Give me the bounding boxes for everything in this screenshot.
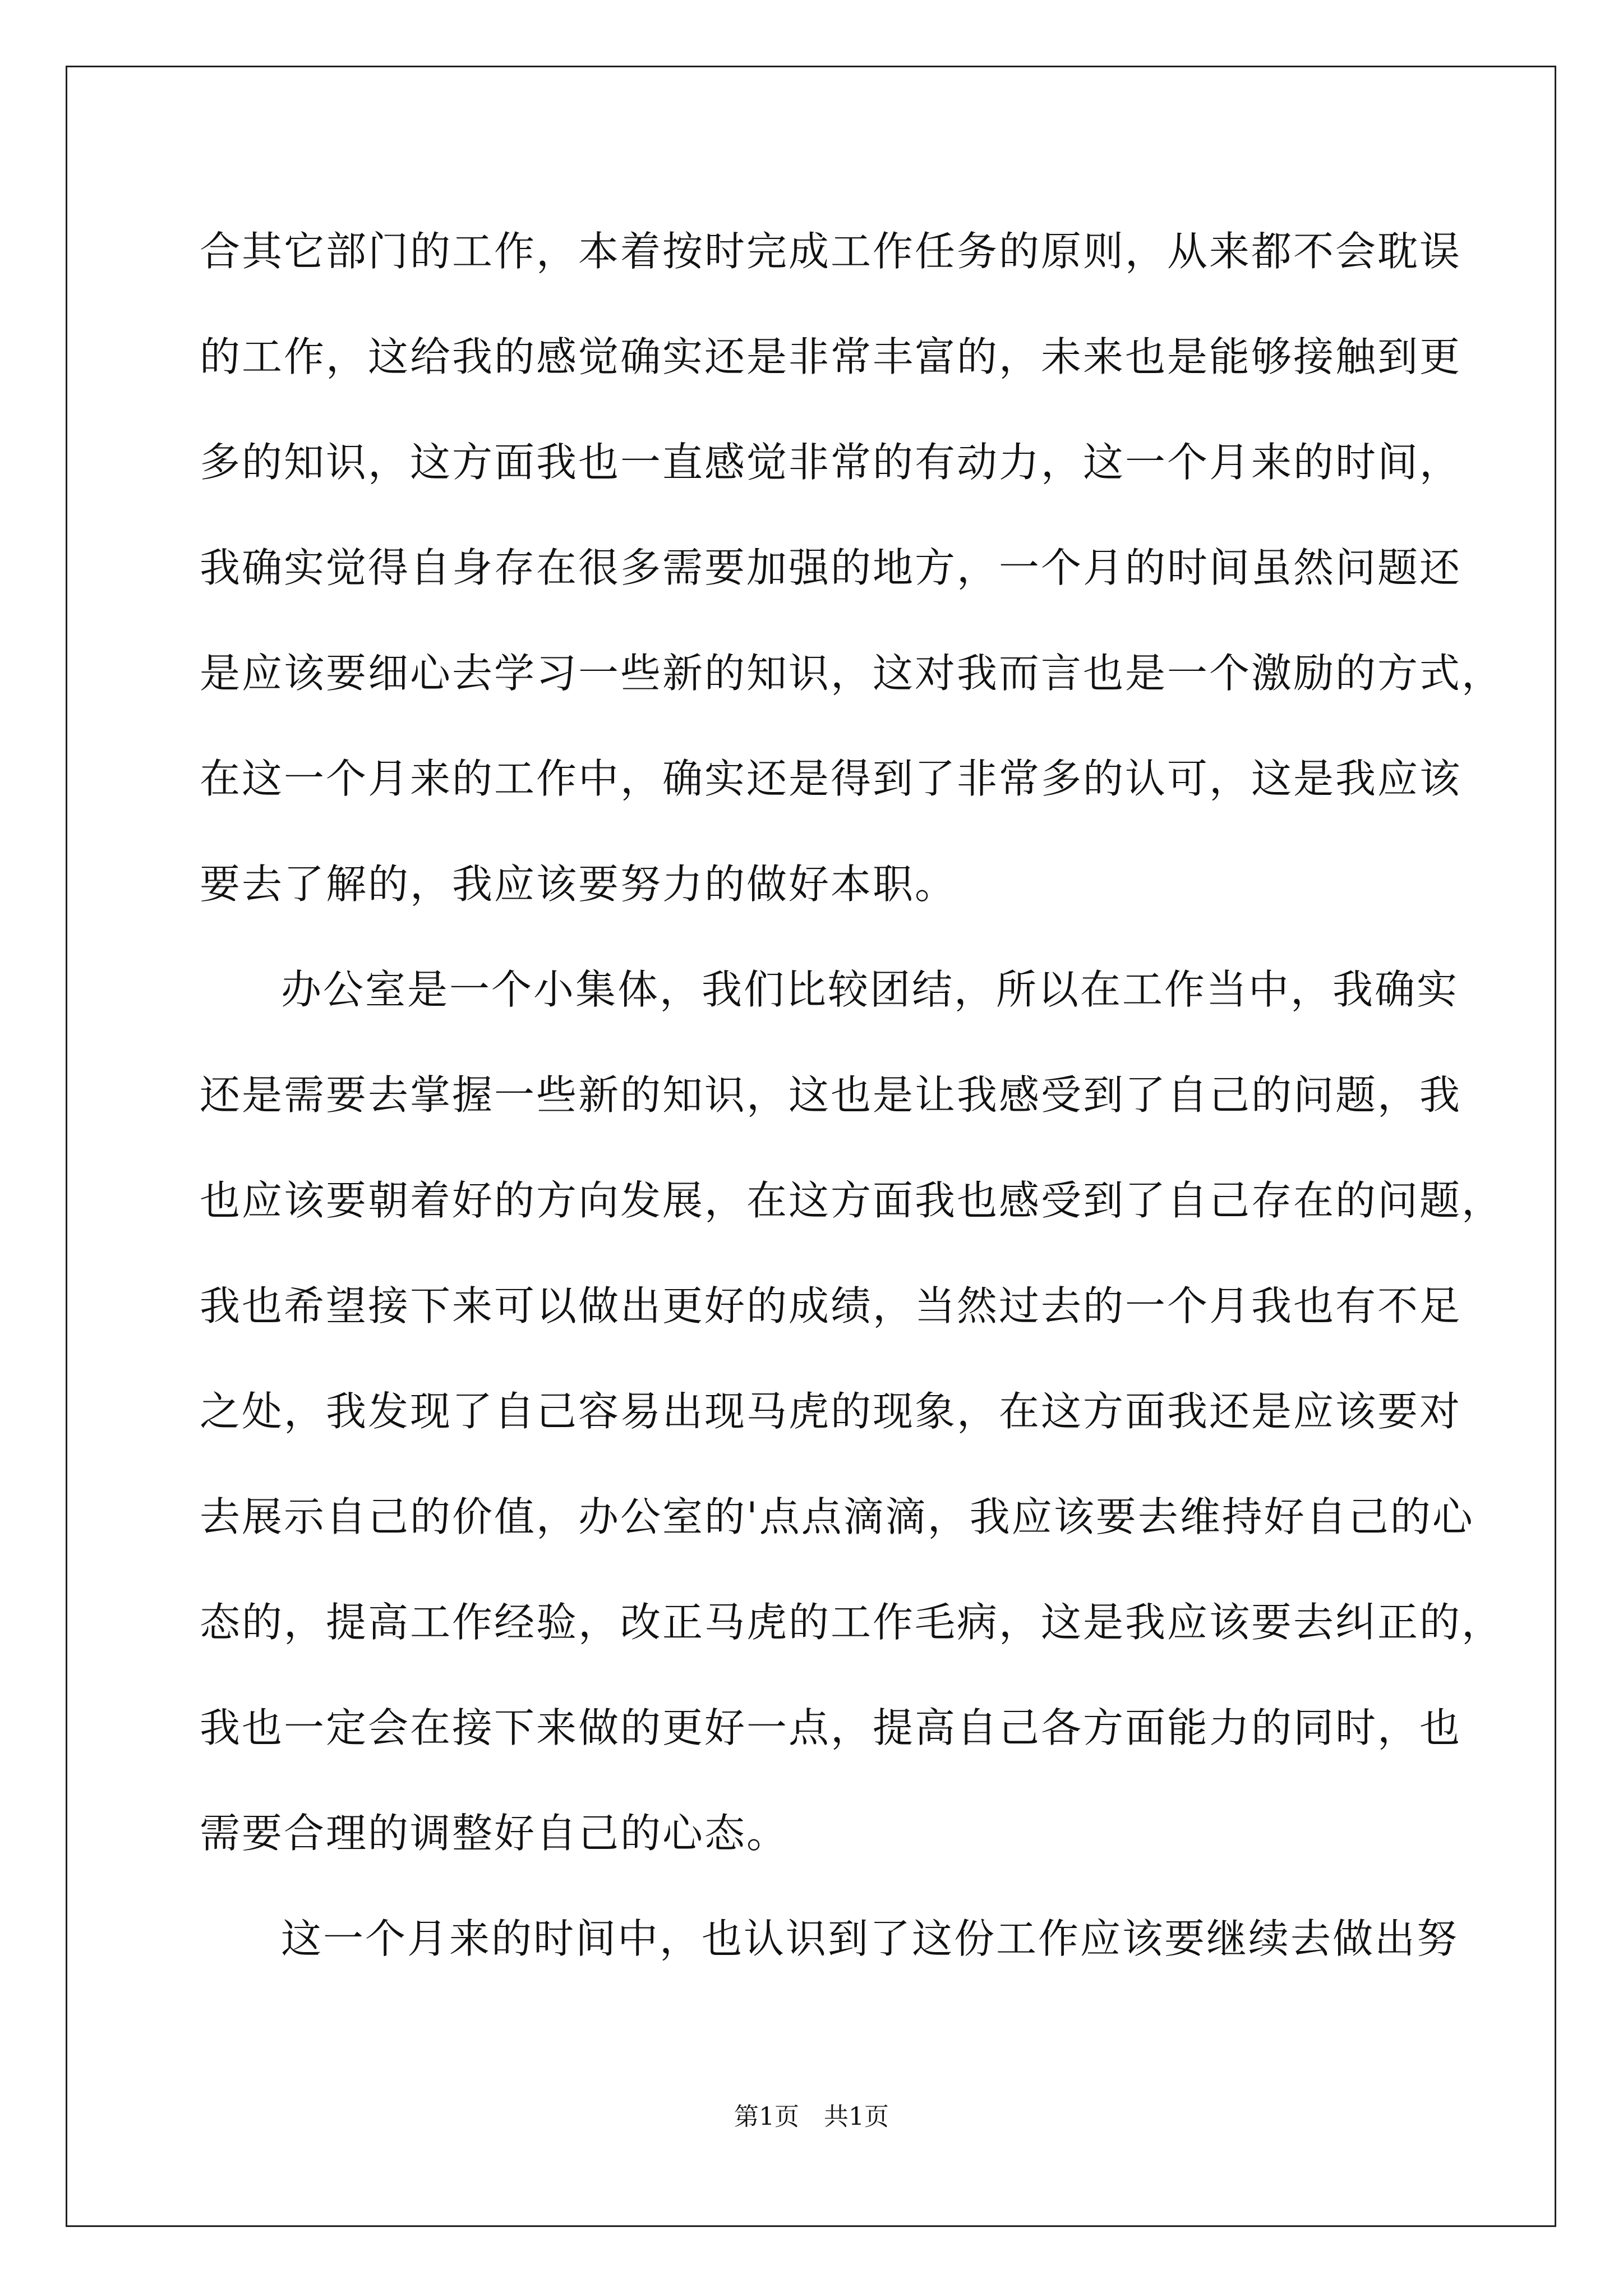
text-line: 是应该要细心去学习一些新的知识，这对我而言也是一个激励的方式，	[200, 650, 1504, 697]
text-line: 要去了解的，我应该要努力的做好本职。	[200, 861, 957, 908]
text-line: 我也希望接下来可以做出更好的成绩，当然过去的一个月我也有不足	[200, 1282, 1462, 1329]
paragraph-first-line: 这一个月来的时间中，也认识到了这份工作应该要继续去做出努	[281, 1915, 1459, 1962]
document-body	[200, 223, 1504, 2016]
text-line: 也应该要朝着好的方向发展，在这方面我也感受到了自己存在的问题，	[200, 1177, 1504, 1224]
text-line: 多的知识，这方面我也一直感觉非常的有动力，这一个月来的时间，	[200, 439, 1462, 486]
text-line: 的工作，这给我的感觉确实还是非常丰富的，未来也是能够接触到更	[200, 333, 1462, 380]
text-line: 合其它部门的工作，本着按时完成工作任务的原则，从来都不会耽误	[200, 228, 1462, 275]
text-line: 我确实觉得自身存在很多需要加强的地方，一个月的时间虽然问题还	[200, 544, 1462, 591]
text-line: 还是需要去掌握一些新的知识，这也是让我感受到了自己的问题，我	[200, 1071, 1462, 1119]
text-line: 需要合理的调整好自己的心态。	[200, 1810, 789, 1857]
text-line: 在这一个月来的工作中，确实还是得到了非常多的认可，这是我应该	[200, 755, 1462, 802]
paragraph-first-line: 办公室是一个小集体，我们比较团结，所以在工作当中，我确实	[281, 966, 1459, 1013]
text-line: 去展示自己的价值，办公室的'点点滴滴，我应该要去维持好自己的心	[200, 1493, 1474, 1540]
text-line: 之处，我发现了自己容易出现马虎的现象，在这方面我还是应该要对	[200, 1388, 1462, 1435]
text-line: 态的，提高工作经验，改正马虎的工作毛病，这是我应该要去纠正的，	[200, 1599, 1504, 1646]
page-number-footer: 第1页 共1页	[734, 2102, 889, 2131]
text-line: 我也一定会在接下来做的更好一点，提高自己各方面能力的同时，也	[200, 1704, 1462, 1751]
